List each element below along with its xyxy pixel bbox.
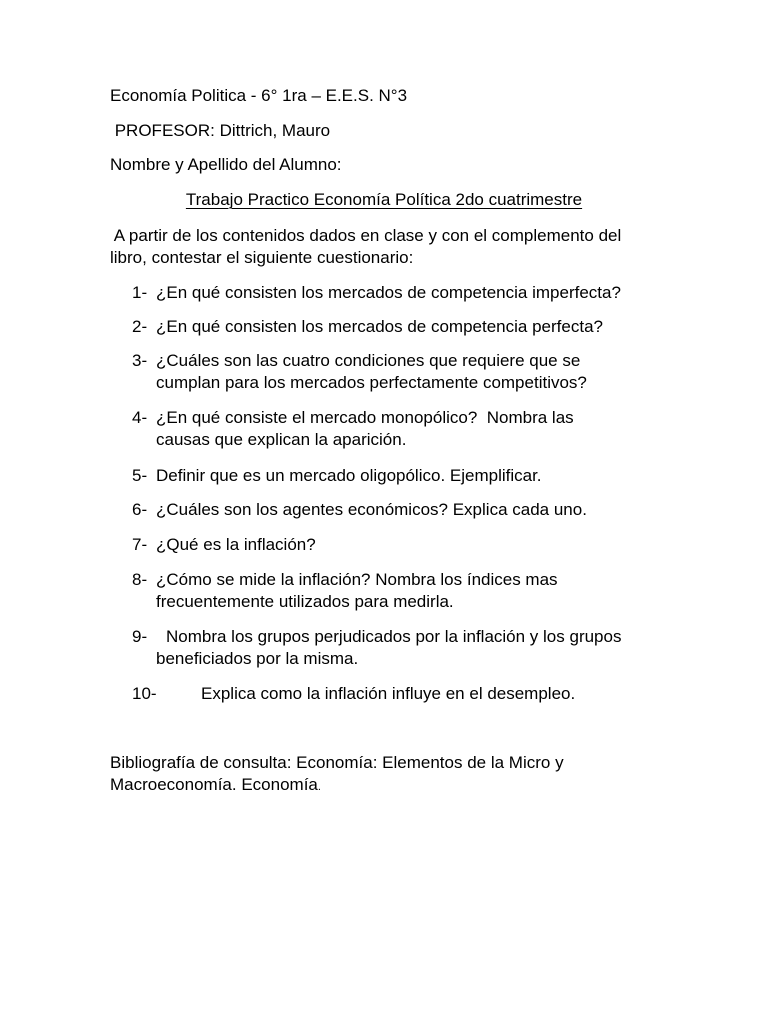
- document-title: Trabajo Practico Economía Política 2do cuatrimestre: [185, 190, 583, 209]
- question-number: 5-: [132, 466, 148, 485]
- question-item: [132, 407, 672, 451]
- question-item: [132, 282, 672, 304]
- question-text: ¿Cuáles son las cuatro condiciones que requiere que se: [156, 351, 581, 370]
- intro-line-1: A partir de los contenidos dados en clase y con el complemento del: [110, 226, 622, 245]
- student-name-line: Nombre y Apellido del Alumno:: [110, 155, 342, 174]
- question-number: 3-: [132, 351, 148, 370]
- question-number: 6-: [132, 500, 148, 519]
- question-item: [132, 499, 672, 521]
- question-text: ¿Qué es la inflación?: [156, 535, 316, 554]
- question-text: Explica como la inflación influye en el desempleo.: [201, 684, 576, 703]
- question-number: 7-: [132, 535, 148, 554]
- bibliography-line-2: [110, 774, 670, 798]
- bibliography: [110, 752, 670, 798]
- question-text: ¿Cómo se mide la inflación? Nombra los índices mas: [156, 570, 558, 589]
- question-text: ¿Cuáles son los agentes económicos? Explica cada uno.: [156, 500, 587, 519]
- question-text: Definir que es un mercado oligopólico. Ejemplificar.: [156, 466, 542, 485]
- bibliography-trailing-period: .: [317, 781, 321, 793]
- intro-line-2: libro, contestar el siguiente cuestionario:: [110, 248, 414, 267]
- question-item: [132, 683, 672, 705]
- question-text: Nombra los grupos perjudicados por la inflación y los grupos: [166, 627, 622, 646]
- question-number: 4-: [132, 408, 148, 427]
- question-text-continued: beneficiados por la misma.: [156, 649, 359, 668]
- question-text: ¿En qué consisten los mercados de competencia imperfecta?: [156, 283, 621, 302]
- question-item: [132, 626, 672, 670]
- question-text-continued: cumplan para los mercados perfectamente competitivos?: [156, 373, 587, 392]
- professor-line: PROFESOR: Dittrich, Mauro: [110, 121, 331, 140]
- question-item: [132, 350, 672, 394]
- bibliography-line-2-text: Macroeconomía. Economía: [110, 775, 318, 794]
- question-text: ¿En qué consisten los mercados de competencia perfecta?: [156, 317, 603, 336]
- question-item: [132, 465, 672, 487]
- question-text: ¿En qué consiste el mercado monopólico? Nombra las: [156, 408, 574, 427]
- question-text-continued: frecuentemente utilizados para medirla.: [156, 592, 454, 611]
- question-item: [132, 569, 672, 613]
- question-text-continued: causas que explican la aparición.: [156, 430, 407, 449]
- question-number: 2-: [132, 317, 148, 336]
- question-item: [132, 316, 672, 338]
- question-item: [132, 534, 672, 556]
- course-line: Economía Politica - 6° 1ra – E.E.S. N°3: [110, 86, 408, 105]
- question-number: 1-: [132, 283, 148, 302]
- question-number: 9-: [132, 627, 148, 646]
- bibliography-line-1: Bibliografía de consulta: Economía: Elementos de la Micro y: [110, 753, 564, 772]
- question-number: 8-: [132, 570, 148, 589]
- question-number: 10-: [132, 684, 157, 703]
- intro-paragraph: [110, 225, 670, 269]
